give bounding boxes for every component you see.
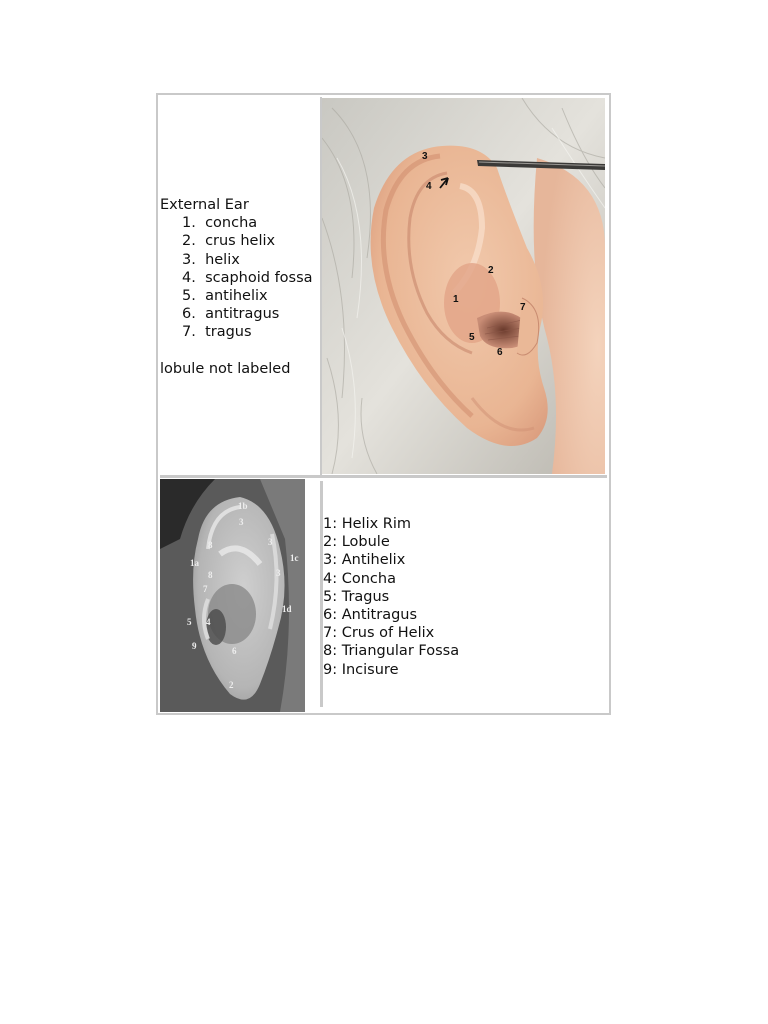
legend-item: 1. concha	[182, 215, 258, 232]
legend-item: 6. antitragus	[182, 306, 280, 323]
ear-anatomy-table	[156, 93, 611, 715]
gray-label-8a: 8	[208, 540, 213, 550]
external-ear-legend	[160, 196, 320, 378]
legend-item: 5. antihelix	[182, 288, 268, 305]
legend-heading: External Ear	[160, 197, 249, 213]
ear-photo-color	[322, 98, 605, 474]
gray-label-3c: 3	[276, 568, 281, 578]
gray-label-4: 4	[206, 617, 211, 627]
gray-label-5: 5	[187, 617, 192, 627]
photo-label-3: 3	[422, 151, 428, 162]
gray-label-1c: 1c	[290, 553, 299, 563]
parts-list-item: 1: Helix Rim	[323, 516, 412, 532]
gray-label-9: 9	[192, 641, 197, 651]
ear-parts-list	[323, 515, 603, 679]
photo-label-7: 7	[520, 302, 526, 313]
gray-label-3a: 3	[239, 517, 244, 527]
legend-item: 3. helix	[182, 251, 240, 268]
gray-label-8b: 8	[208, 570, 213, 580]
ear-photo-grayscale	[160, 479, 305, 712]
legend-note: lobule not labeled	[160, 360, 291, 377]
photo-label-6: 6	[497, 347, 503, 358]
gray-label-6: 6	[232, 646, 237, 656]
parts-list-item: 6: Antitragus	[323, 607, 418, 624]
photo-label-4: 4	[426, 181, 432, 192]
parts-list-item: 5: Tragus	[323, 588, 390, 605]
parts-list-item: 4: Concha	[323, 570, 396, 587]
gray-label-2: 2	[229, 680, 234, 690]
gray-label-1a: 1a	[190, 558, 199, 568]
row-divider	[160, 475, 607, 478]
legend-item: 7. tragus	[182, 324, 252, 341]
parts-list-item: 7: Crus of Helix	[323, 625, 435, 642]
parts-list-item: 2: Lobule	[323, 534, 390, 551]
legend-item: 4. scaphoid fossa	[182, 269, 313, 286]
photo-label-1: 1	[453, 294, 459, 305]
photo-label-5: 5	[469, 332, 475, 343]
parts-list-item: 8: Triangular Fossa	[323, 643, 460, 660]
photo-label-2: 2	[488, 265, 494, 276]
parts-list-item: 9: Incisure	[323, 661, 399, 678]
legend-item: 2. crus helix	[182, 233, 276, 250]
parts-list-item: 3: Antihelix	[323, 552, 406, 569]
gray-label-7: 7	[203, 584, 208, 594]
gray-label-3b: 3	[268, 537, 273, 547]
gray-label-1d: 1d	[282, 604, 292, 614]
gray-label-1b: 1b	[238, 501, 248, 511]
